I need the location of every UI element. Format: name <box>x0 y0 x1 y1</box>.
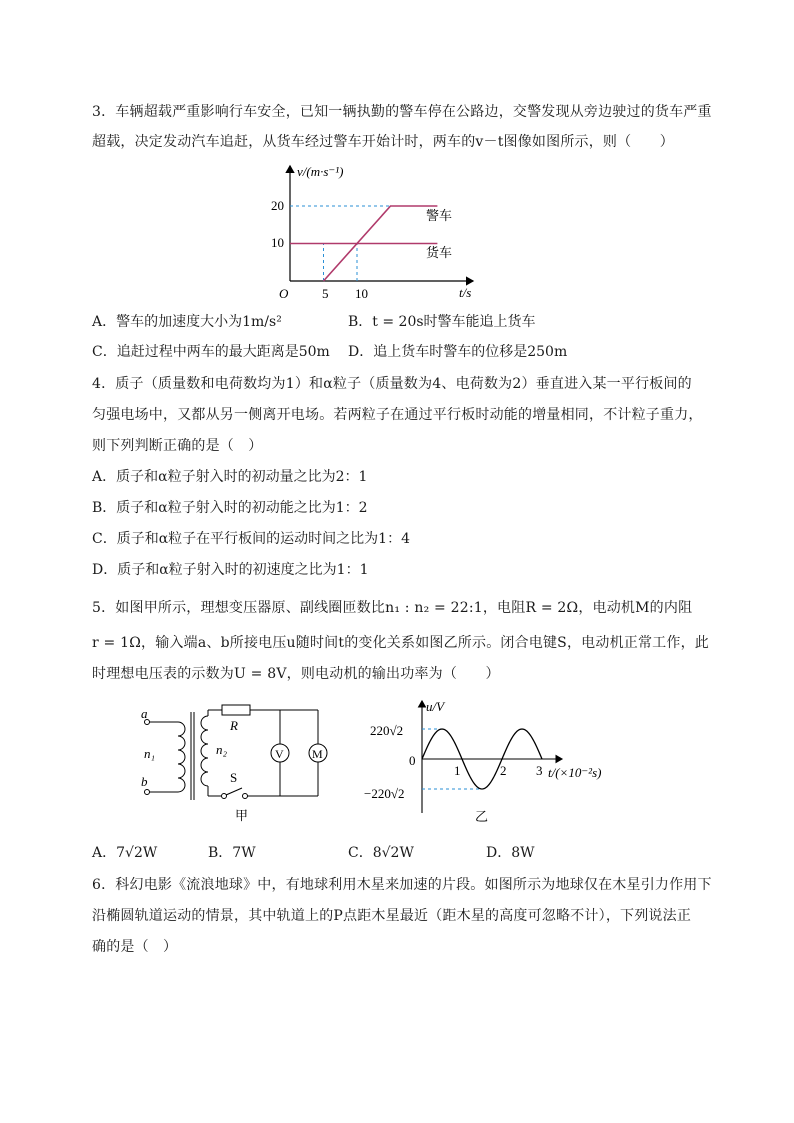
wave-xtick-3: 3 <box>536 763 543 778</box>
q3-stem-line2: 超载，决定发动汽车追赶，从货车经过警车开始计时，两车的v－t图像如图所示，则（ ） <box>92 134 674 150</box>
q6-stem-line2: 沿椭圆轨道运动的情景，其中轨道上的P点距木星最近（距木星的高度可忽略不计），下列说法正 <box>92 908 692 924</box>
label-s: S <box>230 770 238 785</box>
q5-voltage-graph <box>362 695 622 828</box>
q5-option-b[interactable]: B．7W <box>208 845 256 861</box>
q3-origin: O <box>279 286 289 301</box>
wave-zero: 0 <box>409 753 416 768</box>
q3-xtick-10: 10 <box>355 286 368 301</box>
secondary-coil <box>201 716 208 786</box>
label-n1: n₁ <box>144 746 156 761</box>
q3-ytick-10: 10 <box>271 235 284 250</box>
q5-circuit-diagram <box>138 700 338 828</box>
q5-stem-line3: 时理想电压表的示数为U = 8V，则电动机的输出功率为（ ） <box>92 666 500 682</box>
wave-caption: 乙 <box>475 809 489 824</box>
q4-stem-line3: 则下列判断正确的是（ ） <box>92 438 263 454</box>
label-m: M <box>312 747 323 761</box>
q4-option-b[interactable]: B．质子和α粒子射入时的初动能之比为1：2 <box>92 500 368 516</box>
q4-stem-line2: 匀强电场中，又都从另一侧离开电场。若两粒子在通过平行板时动能的增量相同，不计粒子重力， <box>92 407 703 423</box>
wave-ymax: 220√2 <box>370 723 404 738</box>
q6-stem-line1: 6．科幻电影《流浪地球》中，有地球利用木星来加速的片段。如图所示为地球仅在木星引力作用下 <box>92 877 712 893</box>
q5-option-d[interactable]: D．8W <box>486 845 535 861</box>
q4-option-a[interactable]: A．质子和α粒子射入时的初动量之比为2：1 <box>92 469 368 485</box>
wave-xtick-1: 1 <box>454 763 461 778</box>
wave-ymin: −220√2 <box>364 786 405 801</box>
resistor-r <box>222 705 250 715</box>
label-b: b <box>141 774 148 789</box>
q3-truck-label: 货车 <box>426 245 453 260</box>
q4-option-c[interactable]: C．质子和α粒子在平行板间的运动时间之比为1：4 <box>92 531 410 547</box>
q3-option-d[interactable]: D．追上货车时警车的位移是250m <box>348 344 568 360</box>
primary-coil <box>178 722 185 792</box>
q5-stem-line1: 5．如图甲所示，理想变压器原、副线圈匝数比n₁ : n₂ = 22:1，电阻R = 2Ω，电动机M的内阻 <box>92 600 693 616</box>
q3-police-label: 警车 <box>426 208 453 223</box>
wave-xlabel: t/(×10⁻²s) <box>548 765 602 780</box>
q6-stem-line3: 确的是（ ） <box>92 939 178 955</box>
q3-stem-line1: 3．车辆超载严重影响行车安全，已知一辆执勤的警车停在公路边，交警发现从旁边驶过的货车严重 <box>92 104 712 120</box>
q3-xlabel: t/s <box>459 285 472 300</box>
q4-option-d[interactable]: D．质子和α粒子射入时的初速度之比为1：1 <box>92 562 369 578</box>
q3-option-b[interactable]: B．t = 20s时警车能追上货车 <box>348 314 536 330</box>
label-a: a <box>141 706 148 721</box>
q3-vt-chart <box>271 158 490 303</box>
label-v: V <box>275 747 284 761</box>
label-r: R <box>230 718 238 733</box>
q3-ylabel: v/(m·s⁻¹) <box>297 164 344 179</box>
wave-ylabel: u/V <box>426 699 445 714</box>
q4-stem-line1: 4．质子（质量数和电荷数均为1）和α粒子（质量数为4、电荷数为2）垂直进入某一平行板间的 <box>92 376 692 392</box>
q3-xtick-5: 5 <box>322 286 329 301</box>
q5-stem-line2: r = 1Ω，输入端a、b所接电压u随时间t的变化关系如图乙所示。闭合电键S，电动机正常工作，此 <box>92 635 709 651</box>
circuit-caption: 甲 <box>235 808 249 823</box>
terminal-b <box>145 790 150 795</box>
wave-xtick-2: 2 <box>500 763 507 778</box>
q5-option-c[interactable]: C．8√2W <box>348 845 414 861</box>
label-n2: n₂ <box>216 742 228 757</box>
q3-option-c[interactable]: C．追赶过程中两车的最大距离是50m <box>92 344 330 360</box>
switch-s <box>222 794 227 799</box>
q3-ytick-20: 20 <box>271 198 284 213</box>
q3-option-a[interactable]: A．警车的加速度大小为1m/s² <box>92 314 282 330</box>
q5-option-a[interactable]: A．7√2W <box>92 845 158 861</box>
